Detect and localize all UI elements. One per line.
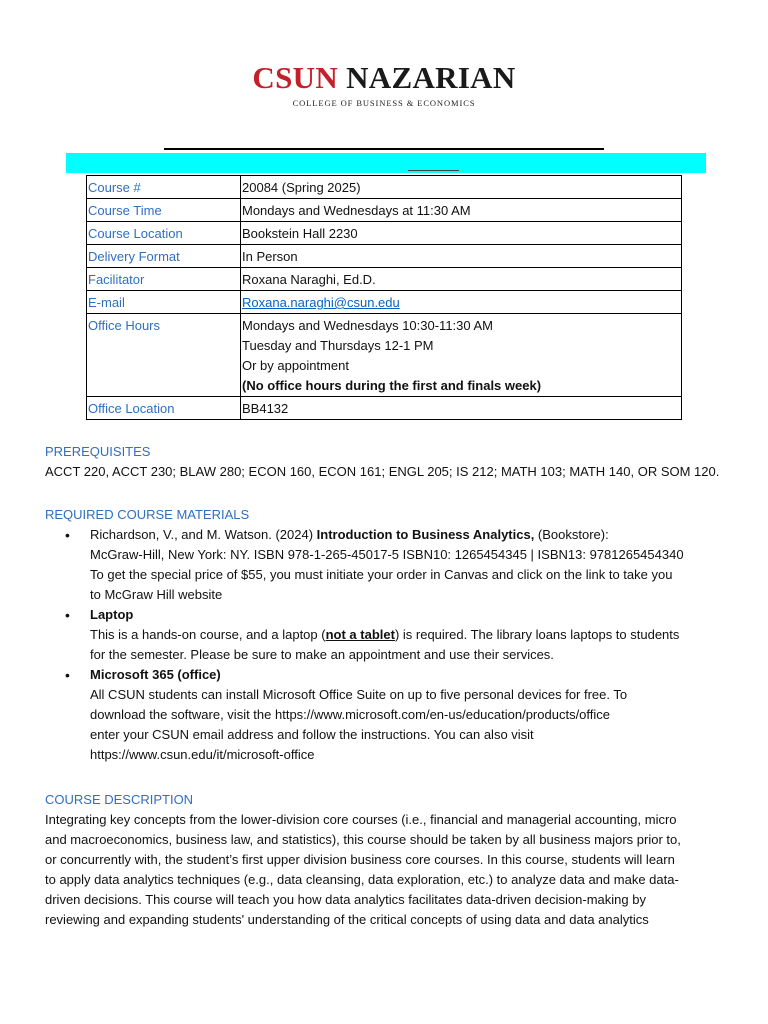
description-line: or concurrently with, the student’s first upper division business core courses. In this course, students will learn xyxy=(45,852,675,867)
list-item xyxy=(45,665,735,765)
highlight-bar xyxy=(66,153,706,173)
prerequisites-heading: PREREQUISITES xyxy=(45,444,151,459)
office-hours-label: Office Hours xyxy=(87,314,241,397)
office-suite-line: All CSUN students can install Microsoft Office Suite on up to five personal devices for free. To xyxy=(90,687,628,702)
description-heading: COURSE DESCRIPTION xyxy=(45,792,194,807)
logo-nazarian: NAZARIAN xyxy=(346,60,516,95)
textbook-isbn: McGraw-Hill, New York: NY. ISBN 978-1-265-45017-5 ISBN10: 1265454345 | ISBN13: 9781265454340 xyxy=(90,547,684,562)
table-row xyxy=(87,397,682,420)
description-line: driven decisions. This course will teach you how data analytics facilitates data-driven decision-making by xyxy=(45,892,646,907)
college-logo xyxy=(0,62,768,108)
textbook-title: Introduction to Business Analytics, xyxy=(316,527,535,542)
facilitator-value: Roxana Naraghi, Ed.D. xyxy=(241,268,682,291)
office-hours-note: (No office hours during the first and finals week) xyxy=(242,378,542,393)
laptop-text-pre: This is a hands-on course, and a laptop ( xyxy=(90,627,326,642)
office-suite-line: download the software, visit the https://www.microsoft.com/en-us/education/products/office xyxy=(90,707,611,722)
textbook-price-note-cont: to McGraw Hill website xyxy=(90,587,223,602)
table-row xyxy=(87,291,682,314)
course-location-value: Bookstein Hall 2230 xyxy=(241,222,682,245)
office-hours-value xyxy=(241,314,682,397)
course-location-label: Course Location xyxy=(87,222,241,245)
course-number-value: 20084 (Spring 2025) xyxy=(241,176,682,199)
logo-subtitle: COLLEGE OF BUSINESS & ECONOMICS xyxy=(292,98,476,108)
prerequisites-section xyxy=(45,442,735,482)
table-row xyxy=(87,222,682,245)
list-item xyxy=(45,605,735,665)
course-number-label: Course # xyxy=(87,176,241,199)
course-time-label: Course Time xyxy=(87,199,241,222)
delivery-format-value: In Person xyxy=(241,245,682,268)
office-suite-url: https://www.csun.edu/it/microsoft-office xyxy=(90,747,315,762)
description-line: and macroeconomics, business law, and statistics), this course should be taken by all business majors prior to, xyxy=(45,832,681,847)
title-rule xyxy=(164,148,604,150)
textbook-source: (Bookstore): xyxy=(534,527,609,542)
office-hours-line: Mondays and Wednesdays 10:30-11:30 AM xyxy=(242,318,494,333)
materials-section xyxy=(45,505,735,765)
highlight-underline xyxy=(408,170,459,171)
laptop-text-post: ) is required. The library loans laptops to students xyxy=(394,627,680,642)
office-suite-title: • Microsoft 365 (office) xyxy=(90,667,221,682)
office-location-label: Office Location xyxy=(87,397,241,420)
laptop-text-cont: for the semester. Please be sure to make an appointment and use their services. xyxy=(90,647,554,662)
description-line: Integrating key concepts from the lower-division core courses (i.e., financial and managerial accounting, micro xyxy=(45,812,677,827)
course-info-table xyxy=(86,175,682,420)
textbook-authors: Richardson, V., and M. Watson. (2024) xyxy=(90,527,317,542)
email-label: E-mail xyxy=(87,291,241,314)
delivery-format-label: Delivery Format xyxy=(87,245,241,268)
facilitator-label: Facilitator xyxy=(87,268,241,291)
list-item xyxy=(45,525,735,605)
office-hours-line: Or by appointment xyxy=(242,358,349,373)
description-line: reviewing and expanding students' understanding of the critical concepts of using data and data analytics xyxy=(45,912,649,927)
laptop-text xyxy=(90,625,735,645)
office-hours-line: Tuesday and Thursdays 12-1 PM xyxy=(242,338,434,353)
logo-csun: CSUN xyxy=(252,60,339,95)
office-location-value: BB4132 xyxy=(241,397,682,420)
course-time-value: Mondays and Wednesdays at 11:30 AM xyxy=(241,199,682,222)
email-cell xyxy=(241,291,682,314)
table-row xyxy=(87,199,682,222)
laptop-emphasis: not a tablet xyxy=(325,627,395,642)
textbook-citation xyxy=(90,525,735,545)
materials-heading: REQUIRED COURSE MATERIALS xyxy=(45,507,250,522)
materials-list xyxy=(45,525,735,765)
laptop-title: • Laptop xyxy=(90,607,134,622)
table-row xyxy=(87,245,682,268)
logo-wordmark xyxy=(0,62,768,94)
office-suite-line: enter your CSUN email address and follow the instructions. You can also visit xyxy=(90,727,534,742)
table-row xyxy=(87,176,682,199)
description-line: to apply data analytics techniques (e.g., data cleansing, data exploration, etc.) to analyze data and make data- xyxy=(45,872,679,887)
prerequisites-text: ACCT 220, ACCT 230; BLAW 280; ECON 160, ECON 161; ENGL 205; IS 212; MATH 103; MATH 140, OR SOM 120. xyxy=(45,464,720,479)
email-link[interactable]: Roxana.naraghi@csun.edu xyxy=(242,295,400,310)
textbook-price-note: To get the special price of $55, you must initiate your order in Canvas and click on the link to take you xyxy=(90,567,673,582)
table-row xyxy=(87,314,682,397)
description-section xyxy=(45,790,735,930)
table-row xyxy=(87,268,682,291)
